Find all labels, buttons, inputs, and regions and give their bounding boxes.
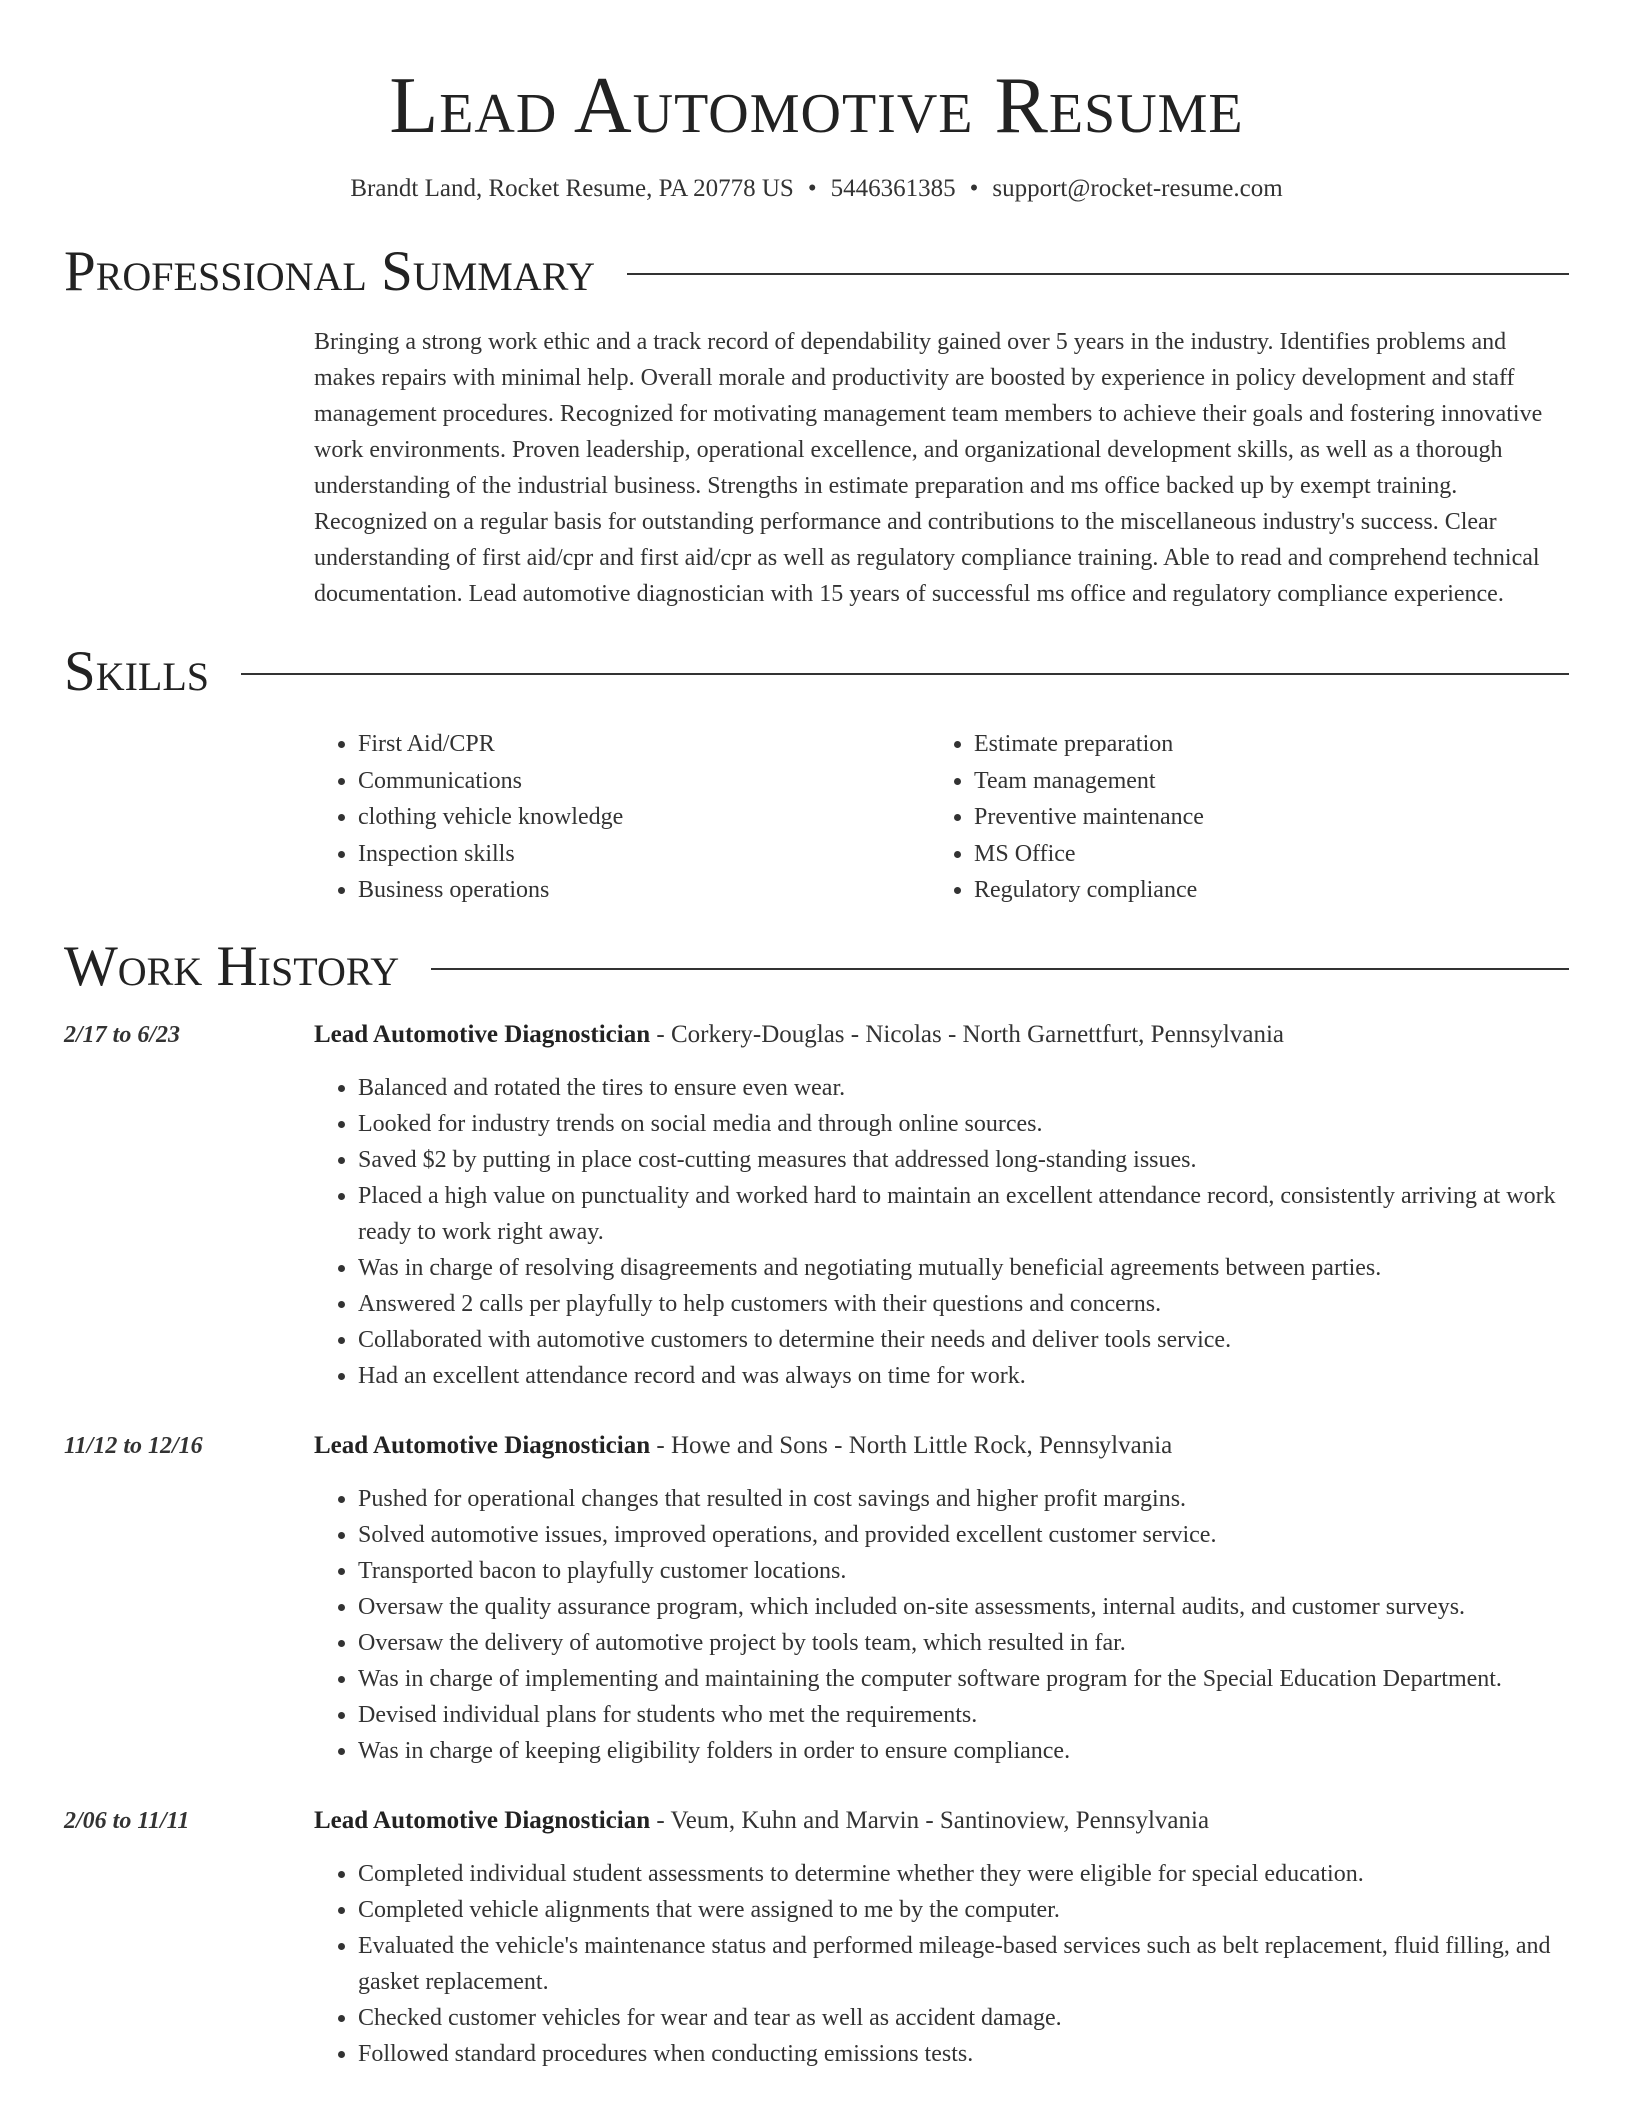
job-bullet: • Completed individual student assessments to determine whether they were eligible for special education. [358,1856,1569,1892]
skill-item: • Preventive maintenance [974,799,1546,836]
work-section-header [64,935,1569,999]
contact-separator: • [807,175,817,202]
job-entry [64,1428,1569,1769]
job-title: Lead Automotive Diagnostician [314,1020,651,1048]
resume-title: Lead Automotive Resume [389,62,1244,150]
contact-line [64,172,1569,206]
job-bullet: • Collaborated with automotive customers to determine their needs and deliver tools service. [358,1322,1569,1358]
contact-separator: • [969,175,979,202]
skill-item: • Estimate preparation [974,726,1546,763]
job-title: Lead Automotive Diagnostician [314,1806,651,1834]
job-bullet: • Was in charge of keeping eligibility folders in order to ensure compliance. [358,1733,1569,1769]
skills-column-right [930,726,1546,909]
contact-email[interactable]: support@rocket-resume.com [992,175,1283,202]
skills-column-left [314,726,930,909]
summary-section-header [64,240,1569,304]
skill-item: • Team management [974,763,1546,800]
skill-item: • Regulatory compliance [974,872,1546,909]
job-bullet: • Answered 2 calls per playfully to help customers with their questions and concerns. [358,1286,1569,1322]
skill-item: • First Aid/CPR [358,726,930,763]
skill-item: • Business operations [358,872,930,909]
skill-item: • Communications [358,763,930,800]
job-bullet: • Transported bacon to playfully customer locations. [358,1553,1569,1589]
job-bullets [314,1070,1569,1394]
job-bullet: • Solved automotive issues, improved operations, and provided excellent customer service. [358,1517,1569,1553]
work-heading: Work History [64,934,400,998]
job-bullets [314,1481,1569,1769]
job-body [314,1428,1569,1769]
resume-page [64,0,1569,2072]
skill-item: • clothing vehicle knowledge [358,799,930,836]
job-employer: - Howe and Sons - North Little Rock, Pennsylvania [650,1431,1173,1459]
summary-heading: Professional Summary [64,240,596,303]
job-bullet: • Had an excellent attendance record and was always on time for work. [358,1358,1569,1394]
job-bullet: • Pushed for operational changes that resulted in cost savings and higher profit margins. [358,1481,1569,1517]
job-dates: 2/06 to 11/11 [64,1807,190,1834]
job-bullet: • Checked customer vehicles for wear and tear as well as accident damage. [358,2000,1569,2036]
job-bullet: • Looked for industry trends on social media and through online sources. [358,1106,1569,1142]
job-bullet: • Followed standard procedures when conducting emissions tests. [358,2036,1569,2072]
section-divider [431,968,1569,970]
job-bullets [314,1856,1569,2072]
job-body [314,1017,1569,1394]
job-bullet: • Placed a high value on punctuality and worked hard to maintain an excellent attendance record, consistently arriving at work ready to work right away. [358,1178,1569,1250]
job-bullet: • Balanced and rotated the tires to ensure even wear. [358,1070,1569,1106]
job-body [314,1803,1569,2072]
section-divider [241,673,1569,675]
job-bullet: • Was in charge of implementing and maintaining the computer software program for the Special Education Department. [358,1661,1569,1697]
skill-item: • MS Office [974,836,1546,873]
section-divider [627,273,1569,275]
contact-phone: 5446361385 [830,175,956,202]
job-dates: 2/17 to 6/23 [64,1021,181,1048]
job-header [314,1017,1569,1053]
job-bullet: • Completed vehicle alignments that were assigned to me by the computer. [358,1892,1569,1928]
job-header [314,1428,1569,1464]
skills-list [314,726,1569,909]
job-employer: - Veum, Kuhn and Marvin - Santinoview, Pennsylvania [650,1806,1210,1834]
job-bullet: • Oversaw the delivery of automotive project by tools team, which resulted in far. [358,1625,1569,1661]
contact-address: Brandt Land, Rocket Resume, PA 20778 US [350,175,794,202]
skill-item: • Inspection skills [358,836,930,873]
job-entry [64,1017,1569,1394]
job-header [314,1803,1569,1839]
skills-heading: Skills [64,640,210,703]
job-bullet: • Oversaw the quality assurance program, which included on-site assessments, internal audits, and customer surveys. [358,1589,1569,1625]
job-title: Lead Automotive Diagnostician [314,1431,651,1459]
job-entry [64,1803,1569,2072]
job-employer: - Corkery-Douglas - Nicolas - North Garnettfurt, Pennsylvania [650,1020,1284,1048]
job-dates: 11/12 to 12/16 [64,1432,203,1459]
skills-section-header [64,640,1569,704]
job-bullet: • Saved $2 by putting in place cost-cutting measures that addressed long-standing issues. [358,1142,1569,1178]
job-bullet: • Was in charge of resolving disagreements and negotiating mutually beneficial agreements between parties. [358,1250,1569,1286]
job-bullet: • Devised individual plans for students who met the requirements. [358,1697,1569,1733]
summary-text: Bringing a strong work ethic and a track record of dependability gained over 5 years in the industry. Identifies problems and makes repairs with minimal help. Overall morale and productivity are boosted by experience in policy development and staff management procedures. Recognized for motivating management team members to achieve their goals and fostering innovative work environments. Proven leadership, operational excellence, and organizational development skills, as well as a thorough understanding of the industrial business. Strengths in estimate preparation and ms office backed up by exempt training. Recognized on a regular basis for outstanding performance and contributions to the miscellaneous industry's success. Clear understanding of first aid/cpr and first aid/cpr as well as regulatory compliance training. Able to read and comprehend technical documentation. Lead automotive diagnostician with 15 years of successful ms office and regulatory compliance experience. [314,329,1543,607]
job-bullet: • Evaluated the vehicle's maintenance status and performed mileage-based services such as belt replacement, fluid filling, and gasket replacement. [358,1928,1569,2000]
